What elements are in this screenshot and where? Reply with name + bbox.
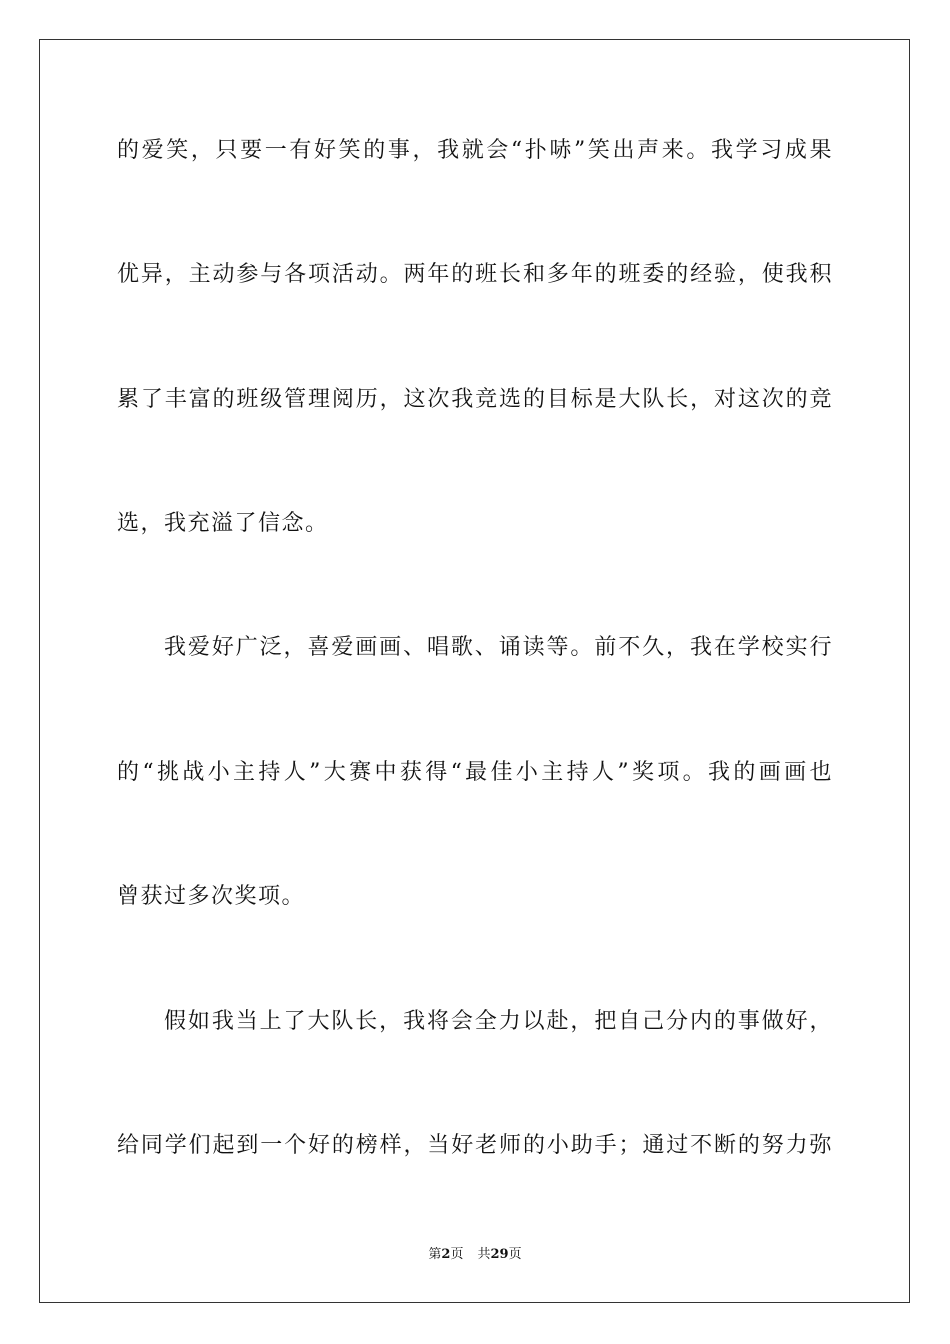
footer-total-suffix: 页 bbox=[508, 1247, 522, 1262]
text-line-4: 选，我充溢了信念。 bbox=[117, 511, 329, 536]
text-line-3: 累了丰富的班级管理阅历，这次我竞选的目标是大队长，对这次的竞 bbox=[117, 387, 833, 412]
footer-page-prefix: 第 bbox=[428, 1247, 442, 1262]
footer-total-prefix: 共 bbox=[477, 1247, 491, 1262]
text-line-2: 优异，主动参与各项活动。两年的班长和多年的班委的经验，使我积 bbox=[117, 262, 833, 287]
footer-page-number: 2 bbox=[441, 1247, 451, 1262]
text-line-1: 的爱笑，只要一有好笑的事，我就会“扑哧”笑出声来。我学习成果 bbox=[117, 138, 833, 163]
page-frame bbox=[39, 39, 910, 1303]
footer-page-suffix: 页 bbox=[450, 1247, 464, 1262]
page-footer bbox=[0, 1246, 950, 1264]
text-line-9: 给同学们起到一个好的榜样，当好老师的小助手；通过不断的努力弥 bbox=[117, 1133, 833, 1158]
text-line-6: 的“挑战小主持人”大赛中获得“最佳小主持人”奖项。我的画画也 bbox=[117, 760, 833, 785]
text-line-7: 曾获过多次奖项。 bbox=[117, 884, 306, 909]
text-line-8: 假如我当上了大队长，我将会全力以赴，把自己分内的事做好， bbox=[164, 1009, 833, 1034]
footer-total-pages: 29 bbox=[490, 1247, 509, 1262]
text-line-5: 我爱好广泛，喜爱画画、唱歌、诵读等。前不久，我在学校实行 bbox=[164, 635, 833, 660]
